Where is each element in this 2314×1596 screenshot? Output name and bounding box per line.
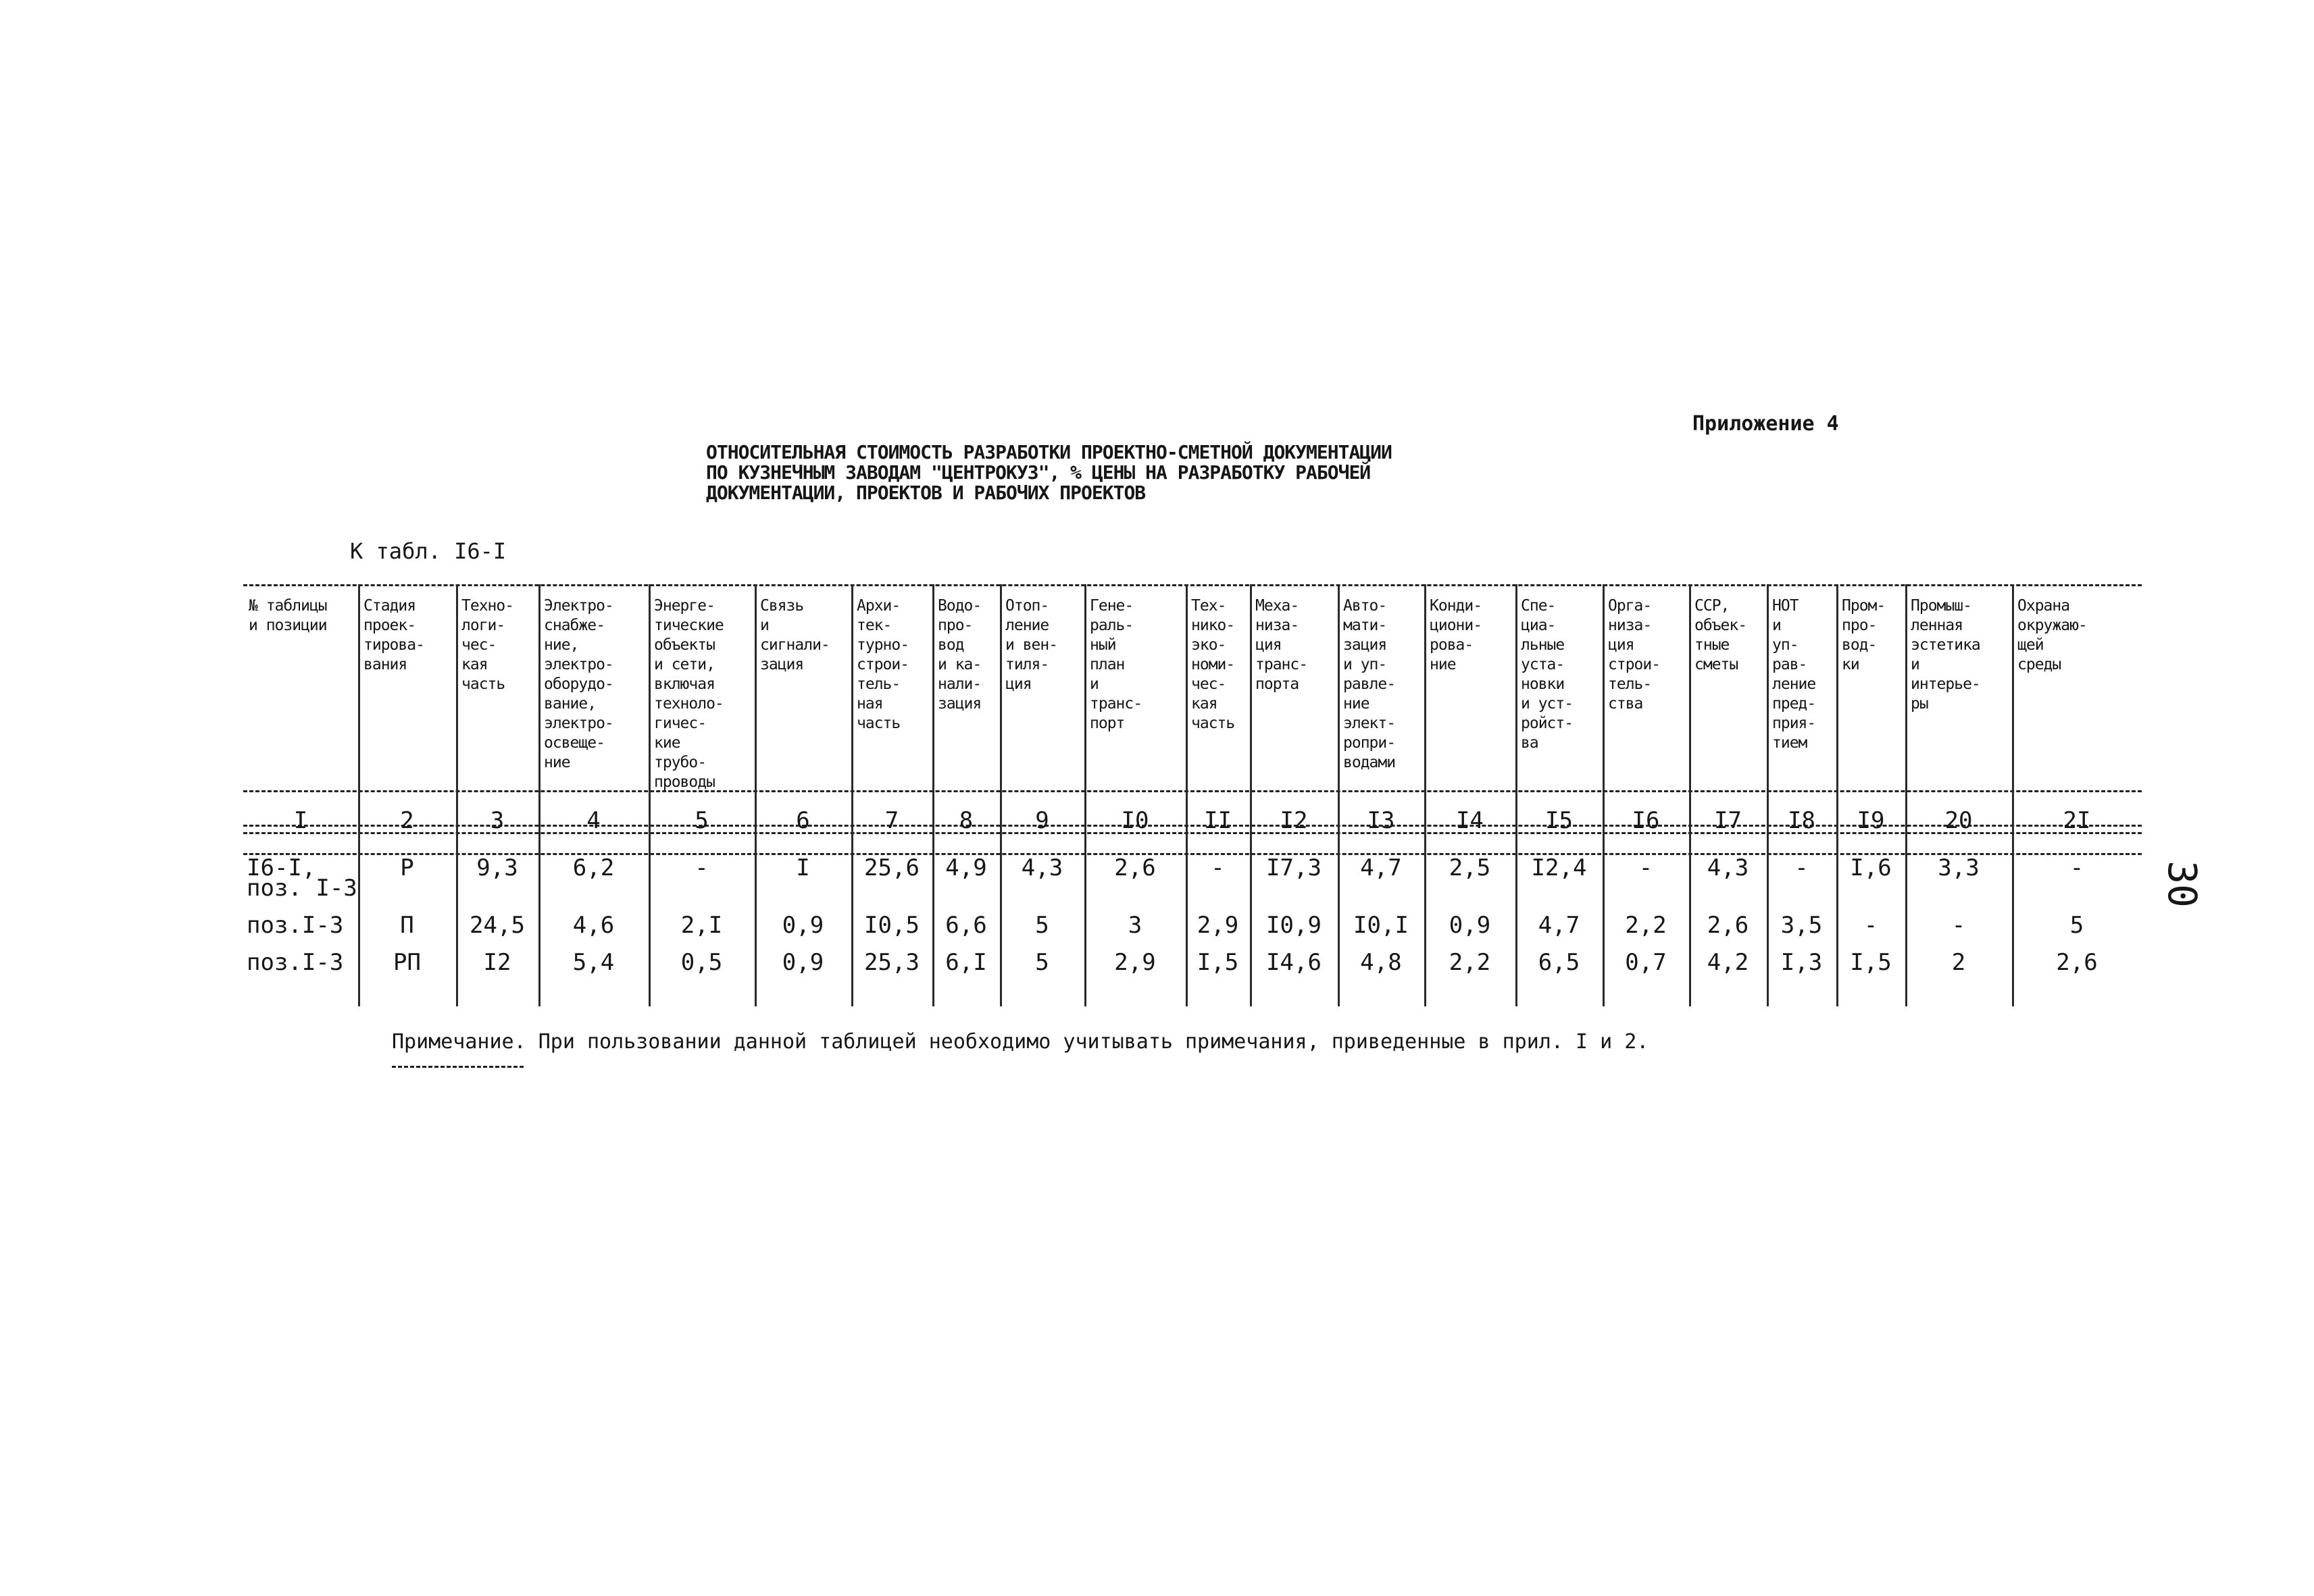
- column-header: Авто- мати- зация и уп- равле- ние элект- ропри- водами: [1343, 597, 1396, 771]
- column-number: 4: [586, 807, 601, 834]
- column-number: I2: [1280, 807, 1308, 834]
- table-cell: 2,6: [2056, 949, 2098, 976]
- column-separator: [851, 584, 853, 1006]
- column-header: Связь и сигнали- зация: [760, 597, 830, 673]
- column-number: I: [293, 807, 308, 834]
- table-cell: I0,5: [864, 912, 920, 939]
- table-cell: I,6: [1850, 854, 1892, 881]
- column-separator: [456, 584, 458, 1006]
- column-number: 7: [884, 807, 899, 834]
- column-separator: [932, 584, 934, 1006]
- column-number: 2: [400, 807, 414, 834]
- title-line-2: ПО КУЗНЕЧНЫМ ЗАВОДАМ "ЦЕНТРОКУЗ", % ЦЕНЫ НА РАЗРАБОТКУ РАБОЧЕЙ: [706, 461, 1371, 484]
- title-line-3: ДОКУМЕНТАЦИИ, ПРОЕКТОВ И РАБОЧИХ ПРОЕКТОВ: [706, 482, 1146, 504]
- column-number: 5: [695, 807, 709, 834]
- column-separator: [1338, 584, 1340, 1006]
- table-cell: 5,4: [572, 949, 615, 976]
- table-cell: 5: [1035, 912, 1049, 939]
- table-cell: 6,6: [945, 912, 987, 939]
- table-cell: I0,9: [1266, 912, 1322, 939]
- column-number: I4: [1456, 807, 1484, 834]
- column-header: Техно- логи- чес- кая часть: [461, 597, 514, 693]
- column-header: Электро- снабже- ние, электро- оборудо- вание, электро- освеще- ние: [544, 597, 613, 771]
- column-number: 3: [490, 807, 505, 834]
- column-header: Орга- низа- ция строи- тель- ства: [1608, 597, 1661, 713]
- cost-table: [243, 584, 2142, 1006]
- column-header: Гене- раль- ный план и транс- порт: [1090, 597, 1142, 732]
- column-separator: [1836, 584, 1838, 1006]
- table-cell: 2,9: [1114, 949, 1156, 976]
- column-separator: [1767, 584, 1769, 1006]
- column-header: ССР, объек- тные сметы: [1694, 597, 1747, 673]
- table-cell: 0,9: [782, 912, 824, 939]
- table-cell: 0,7: [1625, 949, 1667, 976]
- table-cell: П: [400, 912, 414, 939]
- table-cell: 0,9: [782, 949, 824, 976]
- column-header: НОТ и уп- рав- ление пред- прия- тием: [1772, 597, 1816, 752]
- column-header: Меха- низа- ция транс- порта: [1255, 597, 1308, 693]
- column-number: I0: [1121, 807, 1149, 834]
- table-cell: 6,I: [945, 949, 987, 976]
- column-separator: [358, 584, 360, 1006]
- table-cell: 6,5: [1538, 949, 1580, 976]
- table-cell: -: [1211, 854, 1225, 881]
- column-separator: [1603, 584, 1605, 1006]
- table-cell: I: [796, 854, 810, 881]
- table-cell: 3,3: [1938, 854, 1980, 881]
- table-cell: I6-I, поз. I-3: [247, 854, 357, 902]
- table-cell: -: [1794, 854, 1809, 881]
- column-header: Конди- циони- рова- ние: [1430, 597, 1482, 673]
- table-cell: 4,3: [1021, 854, 1063, 881]
- column-header: Промыш- ленная эстетика и интерье- ры: [1911, 597, 1980, 713]
- table-cell: I,3: [1780, 949, 1823, 976]
- table-cell: Р: [400, 854, 414, 881]
- table-cell: 5: [2069, 912, 2084, 939]
- table-cell: I,5: [1850, 949, 1892, 976]
- table-cell: 4,7: [1360, 854, 1402, 881]
- table-cell: поз.I-3: [247, 912, 344, 939]
- column-separator: [2012, 584, 2014, 1006]
- document-title: [706, 442, 1392, 503]
- table-cell: 2,I: [680, 912, 723, 939]
- column-separator: [649, 584, 651, 1006]
- column-separator: [538, 584, 540, 1006]
- column-number: I5: [1545, 807, 1573, 834]
- table-cell: 4,8: [1360, 949, 1402, 976]
- column-header: Тех- нико- эко- номи- чес- кая часть: [1191, 597, 1235, 732]
- column-separator: [1905, 584, 1907, 1006]
- table-cell: 4,7: [1538, 912, 1580, 939]
- table-cell: 6,2: [572, 854, 615, 881]
- column-separator: [1250, 584, 1252, 1006]
- table-cell: 2,5: [1449, 854, 1491, 881]
- column-header: Охрана окружаю- щей среды: [2017, 597, 2087, 673]
- table-cell: 2: [1951, 949, 1966, 976]
- table-cell: 3: [1128, 912, 1142, 939]
- table-cell: 9,3: [476, 854, 518, 881]
- column-number: 8: [959, 807, 974, 834]
- column-number: I9: [1857, 807, 1885, 834]
- table-cell: поз.I-3: [247, 949, 344, 976]
- column-header: Стадия проек- тирова- вания: [363, 597, 424, 673]
- column-separator: [1689, 584, 1691, 1006]
- page-number: 30: [2159, 860, 2205, 908]
- table-cell: -: [1638, 854, 1653, 881]
- table-cell: РП: [393, 949, 421, 976]
- table-cell: I,5: [1197, 949, 1239, 976]
- table-cell: 0,5: [680, 949, 723, 976]
- table-cell: 25,6: [864, 854, 920, 881]
- table-cell: 25,3: [864, 949, 920, 976]
- table-cell: 2,2: [1449, 949, 1491, 976]
- column-header: Водо- про- вод и ка- нали- зация: [938, 597, 982, 713]
- table-cell: 2,2: [1625, 912, 1667, 939]
- table-rule: [243, 584, 2142, 586]
- table-cell: 0,9: [1449, 912, 1491, 939]
- column-number: 20: [1944, 807, 1973, 834]
- table-cell: 2,6: [1707, 912, 1749, 939]
- column-separator: [755, 584, 757, 1006]
- table-cell: -: [2069, 854, 2084, 881]
- column-number: I8: [1788, 807, 1815, 834]
- column-number: I6: [1632, 807, 1660, 834]
- column-number: I7: [1714, 807, 1742, 834]
- table-cell: 2,9: [1197, 912, 1239, 939]
- table-cell: 5: [1035, 949, 1049, 976]
- column-header: № таблицы и позиции: [249, 597, 327, 634]
- table-cell: 24,5: [470, 912, 525, 939]
- table-cell: 4,6: [572, 912, 615, 939]
- column-separator: [1000, 584, 1002, 1006]
- column-header: Отоп- ление и вен- тиля- ция: [1005, 597, 1058, 693]
- table-cell: I7,3: [1266, 854, 1322, 881]
- table-cell: I0,I: [1353, 912, 1409, 939]
- table-reference: К табл. I6-I: [350, 538, 507, 564]
- table-cell: -: [695, 854, 709, 881]
- column-number: II: [1204, 807, 1232, 834]
- table-rule: [243, 790, 2142, 792]
- column-number: 2I: [2063, 807, 2091, 834]
- table-cell: 2,6: [1114, 854, 1156, 881]
- appendix-label: Приложение 4: [1692, 412, 1839, 436]
- column-header: Энерге- тические объекты и сети, включая техноло- гичес- кие трубо- проводы: [654, 597, 724, 791]
- table-note: Примечание. При пользовании данной таблицей необходимо учитывать примечания, приведенные в прил. I и 2.: [392, 1030, 1649, 1054]
- note-underline: [392, 1066, 524, 1068]
- column-number: I3: [1367, 807, 1395, 834]
- table-cell: 4,2: [1707, 949, 1749, 976]
- table-cell: I4,6: [1266, 949, 1322, 976]
- table-cell: -: [1863, 912, 1878, 939]
- column-header: Спе- циа- льные уста- новки и уст- ройст- ва: [1521, 597, 1574, 752]
- table-cell: I2,4: [1531, 854, 1587, 881]
- column-header: Пром- про- вод- ки: [1842, 597, 1886, 673]
- table-cell: I2: [483, 949, 511, 976]
- table-cell: 4,9: [945, 854, 987, 881]
- table-cell: -: [1951, 912, 1966, 939]
- table-cell: 3,5: [1780, 912, 1823, 939]
- table-cell: 4,3: [1707, 854, 1749, 881]
- column-separator: [1186, 584, 1188, 1006]
- title-line-1: ОТНОСИТЕЛЬНАЯ СТОИМОСТЬ РАЗРАБОТКИ ПРОЕКТНО-СМЕТНОЙ ДОКУМЕНТАЦИИ: [706, 441, 1392, 463]
- column-separator: [1084, 584, 1086, 1006]
- column-number: 9: [1035, 807, 1049, 834]
- column-number: 6: [796, 807, 810, 834]
- column-header: Архи- тек- турно- строи- тель- ная часть: [857, 597, 909, 732]
- column-separator: [1515, 584, 1517, 1006]
- column-separator: [1424, 584, 1426, 1006]
